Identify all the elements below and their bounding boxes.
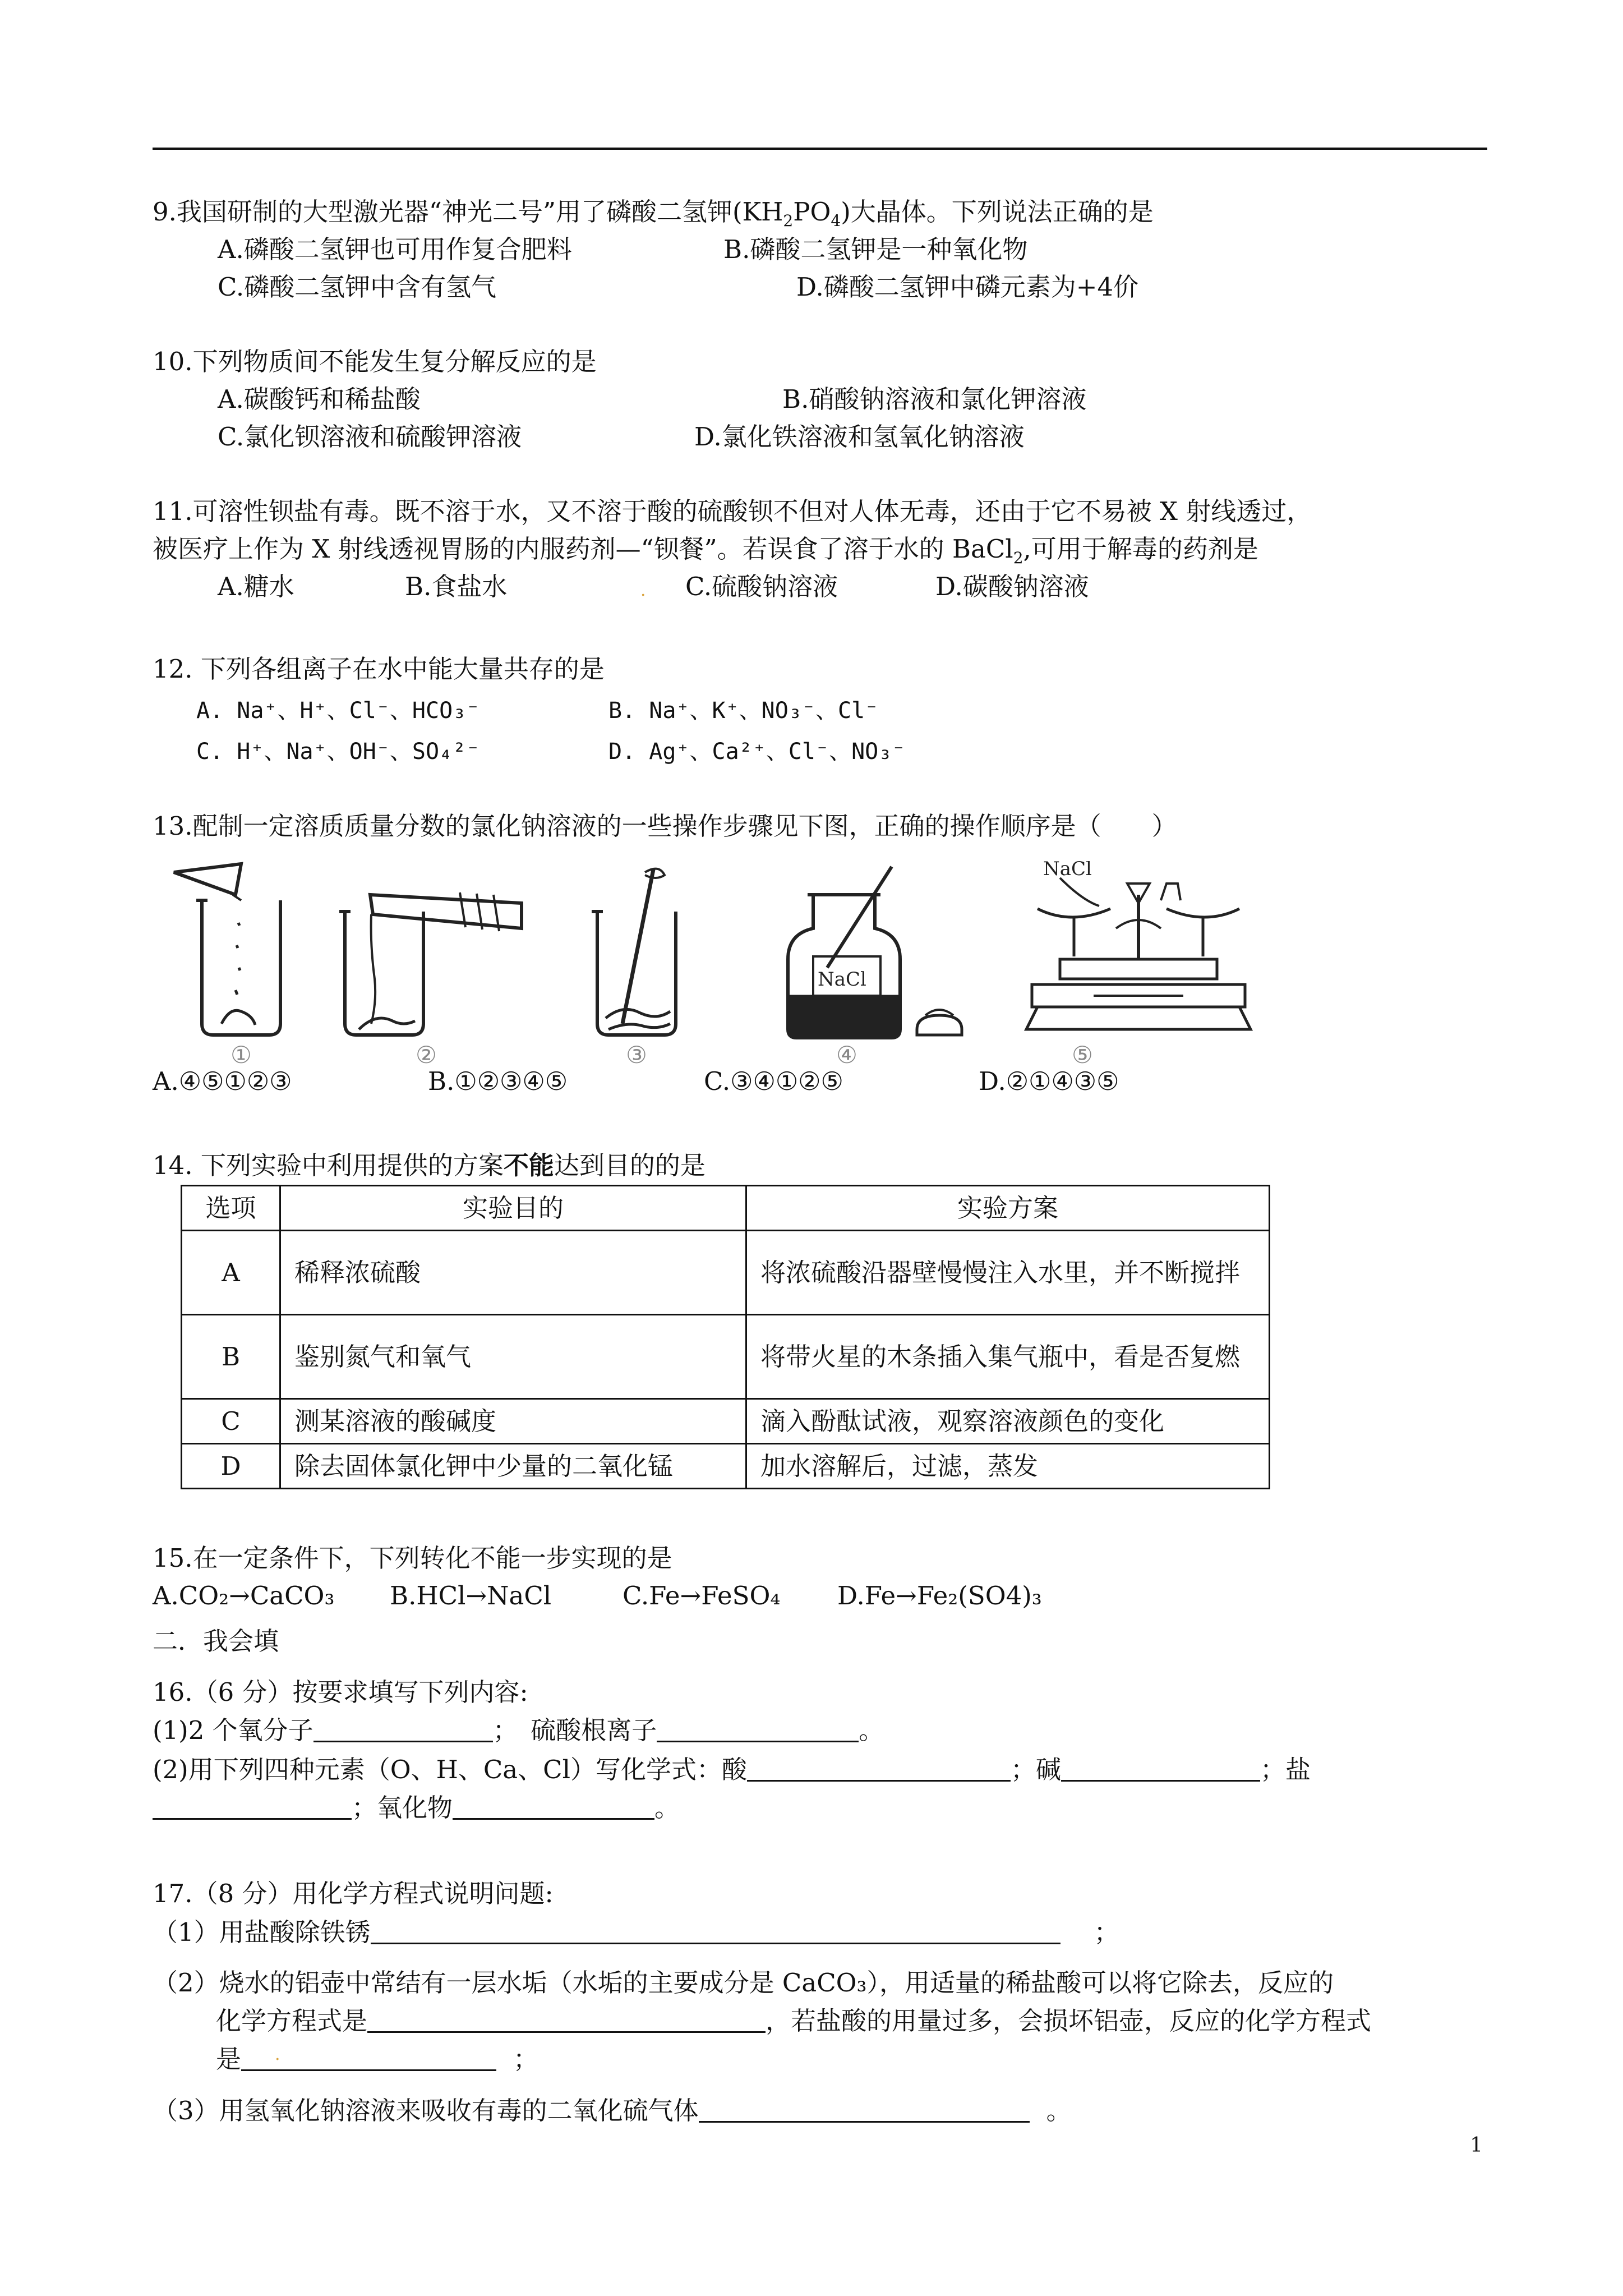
q17-part-1: （1）用盐酸除铁锈 ； — [153, 1917, 1119, 1947]
fig-label-4: ④ — [836, 1041, 857, 1069]
step-1-add-solid-illustration — [174, 864, 280, 1035]
row-plan: 加水溶解后，过滤，蒸发 — [746, 1444, 1270, 1489]
step-2-pour-water-illustration — [339, 892, 522, 1035]
table-row — [182, 1231, 1270, 1315]
table-row — [182, 1315, 1270, 1399]
q11-option-d: D.碳酸钠溶液 — [935, 572, 1089, 601]
q15-option-d: D.Fe→Fe₂(SO4)₃ — [837, 1581, 1042, 1611]
fig-label-1: ① — [230, 1041, 252, 1069]
q11-option-b: B.食盐水 — [405, 572, 508, 601]
q17-stem: 17.（8 分）用化学方程式说明问题: — [153, 1879, 554, 1908]
fig-label-3: ③ — [626, 1041, 647, 1069]
answer-blank[interactable] — [313, 1741, 493, 1742]
row-goal: 除去固体氯化钾中少量的二氧化锰 — [280, 1444, 746, 1489]
step-5-balance-illustration — [1026, 878, 1251, 1029]
header-option: 选项 — [182, 1186, 280, 1231]
row-plan: 将浓硫酸沿器壁慢慢注入水里，并不断搅拌 — [746, 1231, 1270, 1315]
q17-part-2-line3: 是 ； — [216, 2044, 539, 2074]
row-plan: 将带火星的木条插入集气瓶中，看是否复燃 — [746, 1315, 1270, 1399]
q12-option-b: B. Na⁺、K⁺、NO₃⁻、Cl⁻ — [608, 698, 879, 724]
row-goal: 测某溶液的酸碱度 — [280, 1399, 746, 1444]
q13-option-b: B.①②③④⑤ — [428, 1066, 568, 1096]
answer-blank[interactable] — [241, 2069, 496, 2071]
ink-dot: . — [640, 581, 646, 600]
q15-option-c: C.Fe→FeSO₄ — [623, 1581, 781, 1611]
q12-option-a: A. Na⁺、H⁺、Cl⁻、HCO₃⁻ — [196, 698, 480, 724]
q11-stem-line1: 11.可溶性钡盐有毒。既不溶于水，又不溶于酸的硫酸钡不但对人体无毒，还由于它不易被 X 射线透过， — [153, 496, 1312, 526]
q10-option-a: A.碳酸钙和稀盐酸 — [218, 384, 421, 414]
q15-option-b: B.HCl→NaCl — [390, 1581, 552, 1611]
q9-option-b: B.磷酸二氢钾是一种氧化物 — [723, 234, 1028, 264]
q12-option-c: C. H⁺、Na⁺、OH⁻、SO₄²⁻ — [196, 739, 480, 765]
step-4-reagent-bottle-illustration — [788, 867, 962, 1038]
q13-operations-figure — [163, 861, 1340, 1069]
q10-option-b: B.硝酸钠溶液和氯化钾溶液 — [782, 384, 1087, 414]
q17-part-2-line2: 化学方程式是 ，若盐酸的用量过多，会损坏铝壶，反应的化学方程式 — [216, 2006, 1372, 2036]
answer-blank[interactable] — [153, 1818, 352, 1820]
q13-option-d: D.②①④③⑤ — [979, 1066, 1119, 1096]
answer-blank[interactable] — [1061, 1780, 1260, 1782]
row-option: A — [182, 1231, 280, 1315]
q15-option-a: A.CO₂→CaCO₃ — [153, 1581, 335, 1611]
q13-stem: 13.配制一定溶质质量分数的氯化钠溶液的一些操作步骤见下图，正确的操作顺序是（ ） — [153, 811, 1177, 841]
q13-option-a: A.④⑤①②③ — [153, 1066, 292, 1096]
row-option: D — [182, 1444, 280, 1489]
header-rule — [153, 148, 1487, 150]
answer-blank[interactable] — [747, 1780, 1011, 1782]
step-3-stir-illustration — [592, 869, 676, 1035]
section-title: 二．我会填 — [153, 1626, 279, 1656]
q9-option-a: A.磷酸二氢钾也可用作复合肥料 — [218, 234, 572, 264]
answer-blank[interactable] — [657, 1741, 859, 1742]
q16-stem: 16.（6 分）按要求填写下列内容: — [153, 1677, 528, 1707]
q10-option-d: D.氯化铁溶液和氢氧化钠溶液 — [694, 422, 1025, 452]
q9-option-c: C.磷酸二氢钾中含有氢气 — [218, 272, 497, 302]
header-plan: 实验方案 — [746, 1186, 1270, 1231]
row-goal: 稀释浓硫酸 — [280, 1231, 746, 1315]
q10-stem: 10.下列物质间不能发生复分解反应的是 — [153, 347, 597, 376]
q17-part-2-line1: （2）烧水的铝壶中常结有一层水垢（水垢的主要成分是 CaCO₃），用适量的稀盐酸可以将它除去，反应的 — [153, 1968, 1334, 1998]
table-row — [182, 1444, 1270, 1489]
header-goal: 实验目的 — [280, 1186, 746, 1231]
q17-part-3: （3）用氢氧化钠溶液来吸收有毒的二氧化硫气体 。 — [153, 2096, 1072, 2125]
q16-part-2-line2: ；氧化物 。 — [153, 1795, 680, 1820]
q16-part-1: (1)2 个氧分子 ； 硫酸根离子 。 — [153, 1715, 884, 1745]
row-goal: 鉴别氮气和氧气 — [280, 1315, 746, 1399]
row-option: B — [182, 1315, 280, 1399]
answer-blank[interactable] — [453, 1818, 654, 1820]
nacl-balance-label: NaCl — [1043, 861, 1092, 880]
row-option: C — [182, 1399, 280, 1444]
fig-label-5: ⑤ — [1072, 1041, 1093, 1069]
q9-stem: 9.我国研制的大型激光器“神光二号”用了磷酸二氢钾$(KH_2PO_4)$大晶体。下列说法正确的是 — [153, 197, 1154, 230]
answer-blank[interactable] — [699, 2121, 1030, 2123]
nacl-bottle-label: NaCl — [818, 968, 866, 991]
q11-option-c: C.硫酸钠溶液 — [685, 572, 838, 601]
q16-part-2-line1: (2)用下列四种元素（O、H、Ca、Cl）写化学式：酸 ；碱 ；盐 — [153, 1755, 1311, 1784]
q12-option-d: D. Ag⁺、Ca²⁺、Cl⁻、NO₃⁻ — [608, 739, 906, 765]
q9-option-d: D.磷酸二氢钾中磷元素为+4价 — [796, 272, 1139, 302]
table-row — [182, 1399, 1270, 1444]
q15-stem: 15.在一定条件下，下列转化不能一步实现的是 — [153, 1543, 672, 1573]
page-number: 1 — [1470, 2134, 1483, 2157]
q10-option-c: C.氯化钡溶液和硫酸钾溶液 — [218, 422, 522, 452]
ink-dot: . — [275, 2045, 280, 2064]
answer-blank[interactable] — [371, 1943, 1061, 1944]
q12-stem: 12. 下列各组离子在水中能大量共存的是 — [153, 654, 605, 684]
table-header-row — [182, 1186, 1270, 1231]
row-plan: 滴入酚酞试液，观察溶液颜色的变化 — [746, 1399, 1270, 1444]
q14-stem: 14. 下列实验中利用提供的方案不能达到目的的是 — [153, 1151, 706, 1180]
q11-option-a: A.糖水 — [218, 572, 294, 601]
q13-option-c: C.③④①②⑤ — [704, 1066, 843, 1096]
q11-stem-line2: 被医疗上作为 X 射线透视胃肠的内服药剂—“钡餐”。若误食了溶于水的 BaCl$_2$,可用于解毒的药剂是 — [153, 534, 1258, 567]
q14-table — [181, 1185, 1270, 1489]
fig-label-2: ② — [416, 1041, 437, 1069]
answer-blank[interactable] — [367, 2031, 766, 2033]
